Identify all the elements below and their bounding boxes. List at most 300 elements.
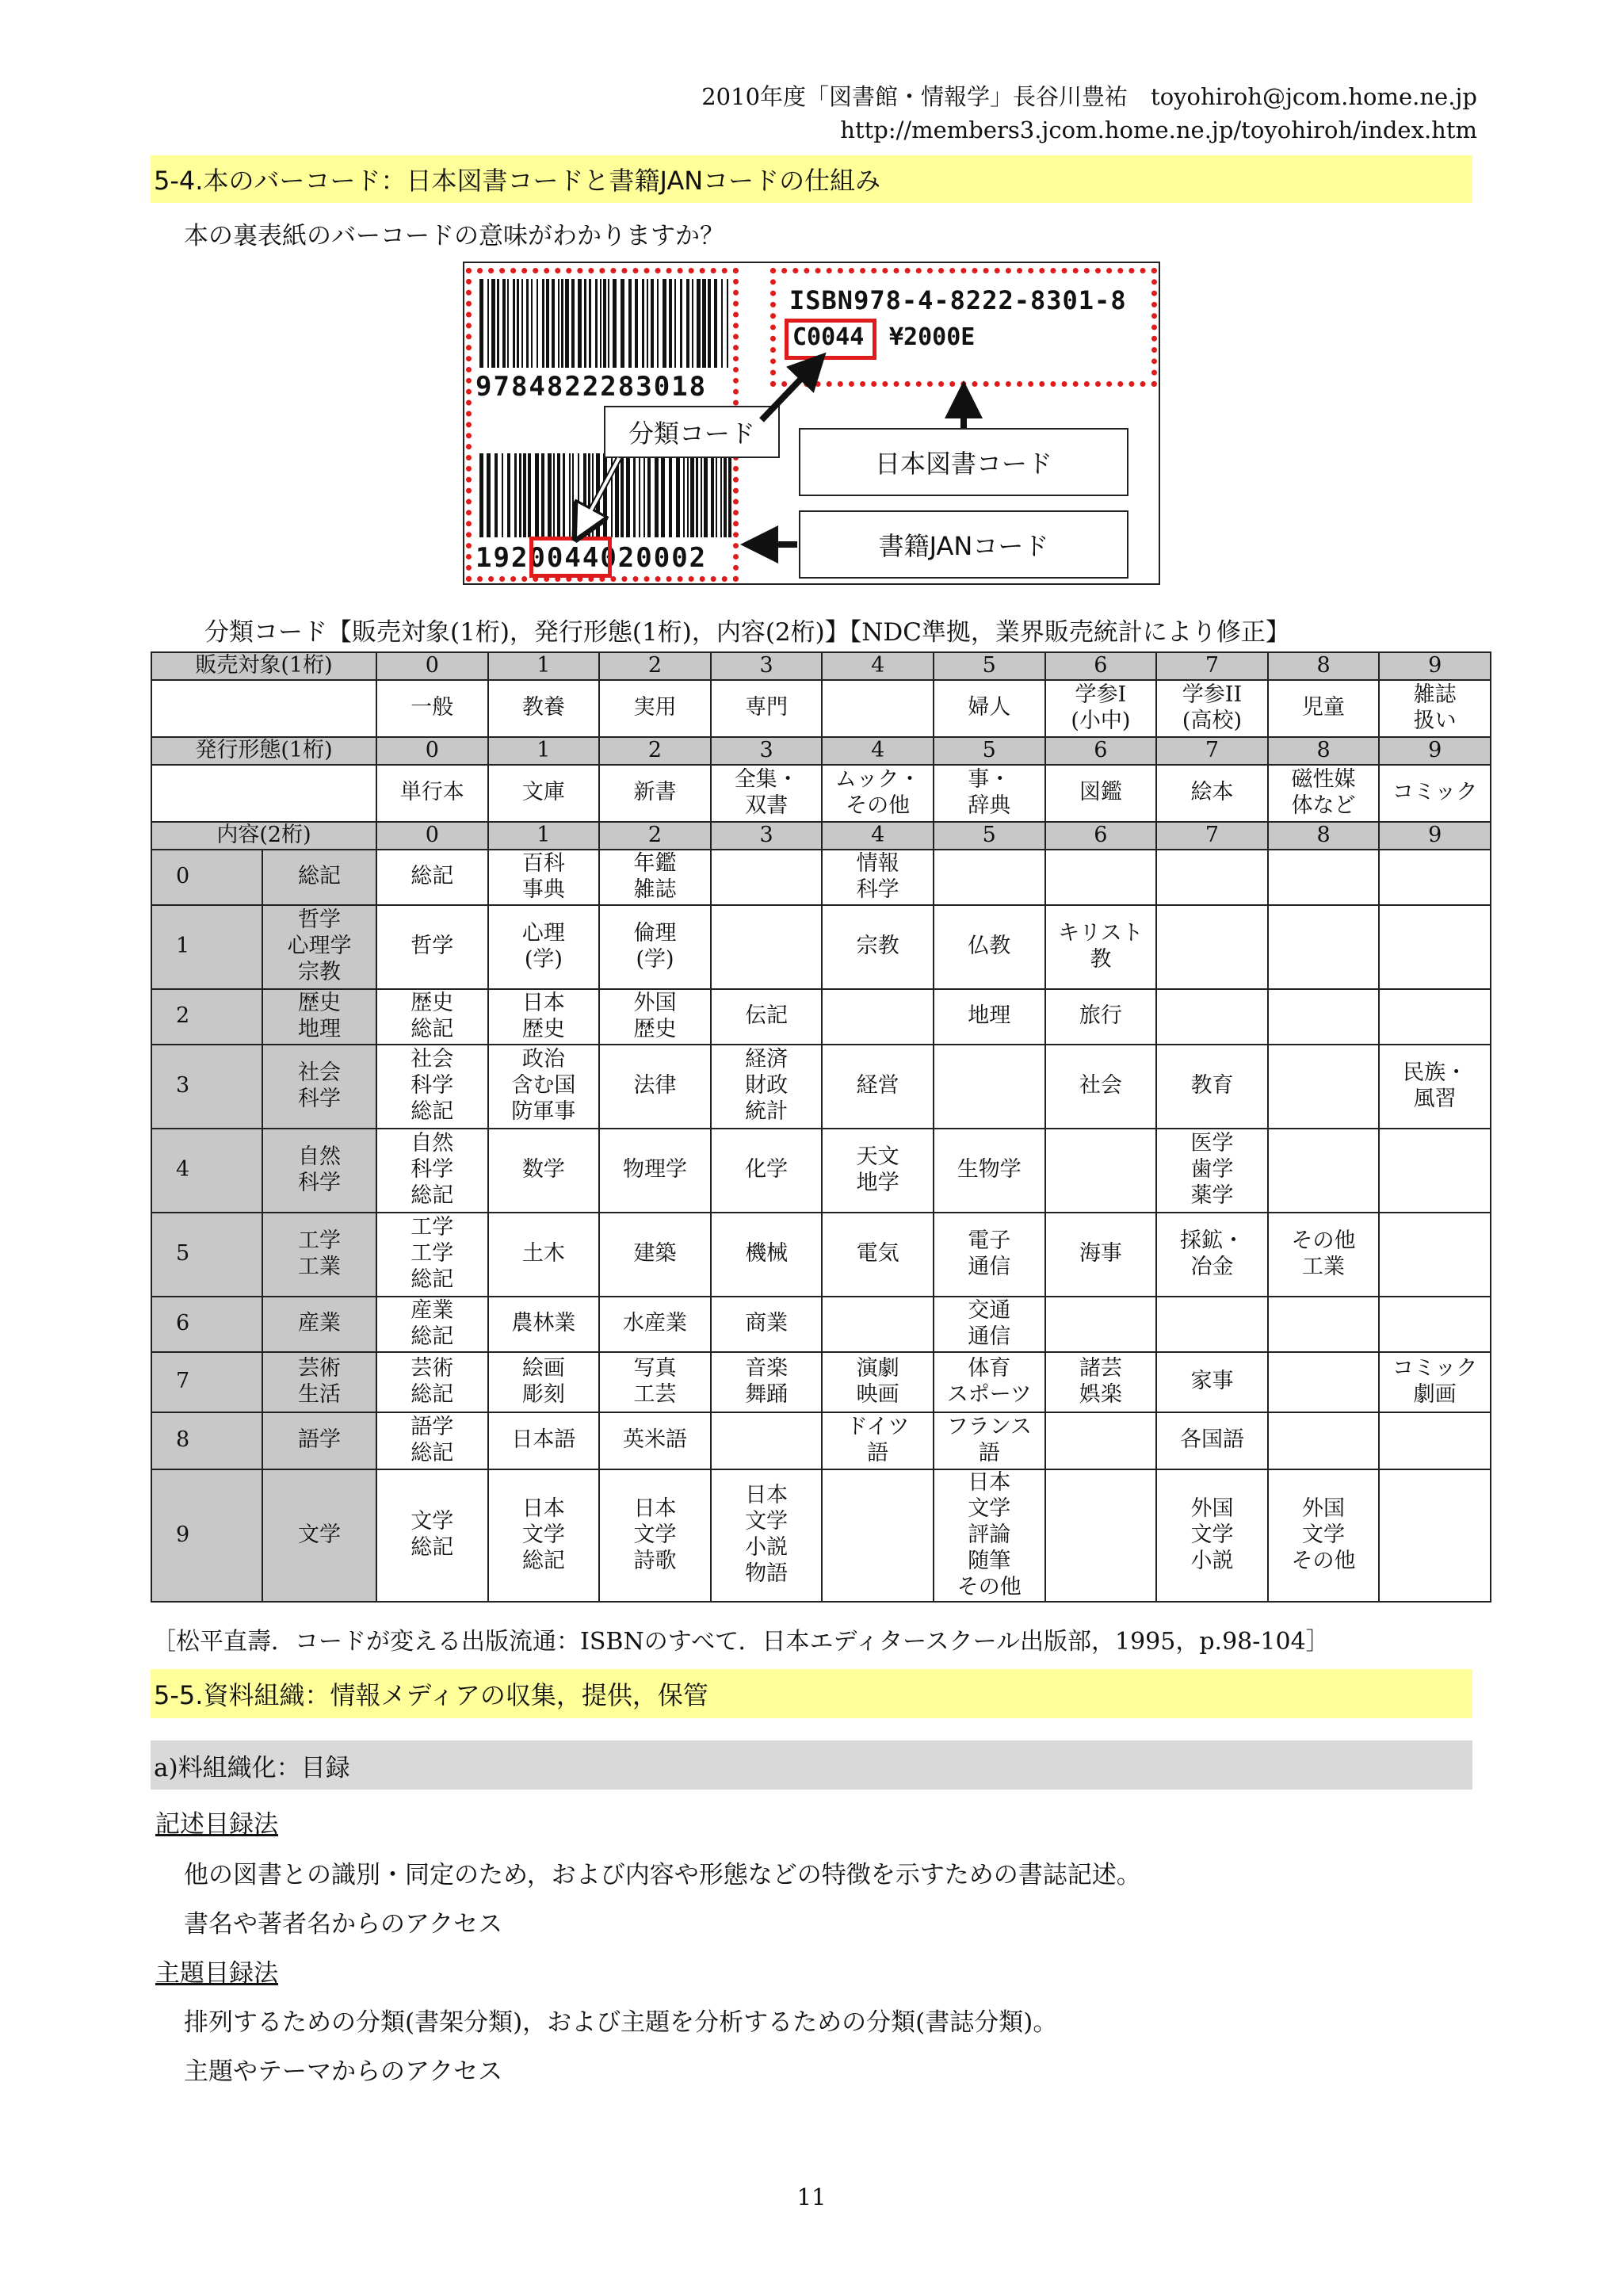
cell-text: 絵本 [1190, 780, 1234, 805]
table-cell [711, 1045, 823, 1129]
classification-caption: 分類コード【販売対象(1桁)，発行形態(1桁)，内容(2桁)】【NDC準拠，業界販売統計により修正】 [204, 618, 1290, 647]
table-cell [376, 989, 488, 1045]
cell-text: 工学 工学 総記 [411, 1215, 454, 1293]
cell-text: 物理学 [622, 1157, 687, 1182]
cell-text: 年鑑 雑誌 [633, 850, 677, 902]
table-cell [1045, 765, 1157, 822]
table-cell [1156, 905, 1268, 989]
table-digit-header [1268, 737, 1380, 765]
label-classification-code: 分類コード [604, 406, 780, 458]
cell-text: 情報 科学 [856, 850, 899, 902]
table-digit-header [711, 822, 823, 850]
cell-text: 7 [1205, 822, 1220, 847]
cell-text: 単行本 [399, 780, 464, 805]
cell-text: 0 [425, 822, 439, 847]
table-cell [711, 1352, 823, 1412]
barcode-2-prefix: 192 [475, 542, 529, 574]
cell-text: 図鑑 [1079, 780, 1122, 805]
table-cell [1156, 1412, 1268, 1469]
table-cell [934, 1469, 1045, 1602]
table-cell [1268, 989, 1380, 1045]
cell-text: 機械 [745, 1241, 789, 1266]
table-cell [1045, 1129, 1157, 1213]
cell-text: 実用 [633, 695, 677, 720]
table-cell [1045, 680, 1157, 737]
table-cell [488, 1412, 600, 1469]
table-digit-header [1379, 737, 1491, 765]
cell-text: 家事 [1190, 1369, 1234, 1394]
cell-text: 哲学 心理学 宗教 [287, 907, 352, 985]
cell-text: 伝記 [745, 1003, 789, 1029]
table-digit-header [376, 652, 488, 680]
table-digit-header [488, 652, 600, 680]
cell-text: 工学 工業 [298, 1228, 341, 1279]
table-cell [1379, 1469, 1491, 1602]
table-cell [599, 1412, 711, 1469]
table-cell [1156, 765, 1268, 822]
table-cell [376, 850, 488, 905]
table-cell [1379, 1213, 1491, 1297]
content-name [262, 1129, 376, 1213]
content-row [151, 1129, 1491, 1213]
table-cell [1268, 1469, 1380, 1602]
cell-text: 教養 [521, 695, 565, 720]
table-cell [711, 680, 823, 737]
cell-text: 水産業 [622, 1311, 687, 1336]
table-cell [934, 1297, 1045, 1352]
content-code [151, 1352, 262, 1412]
table-cell [1379, 850, 1491, 905]
cell-text: 歴史 総記 [411, 990, 454, 1041]
content-header-row [151, 822, 1491, 850]
cell-text: 音楽 舞踊 [745, 1355, 789, 1407]
table-digit-header [599, 737, 711, 765]
cell-text: 百科 事典 [521, 850, 565, 902]
cell-text: 自然 科学 総記 [411, 1131, 454, 1209]
table-cell [1379, 1352, 1491, 1412]
table-cell [822, 1297, 934, 1352]
table-cell [1045, 989, 1157, 1045]
cell-text: 7 [176, 1369, 190, 1394]
cell-text: 3 [759, 653, 773, 678]
cell-text: 9 [1428, 822, 1442, 847]
table-cell [488, 765, 600, 822]
cell-text: 4 [871, 822, 885, 847]
cell-text: 9 [1428, 737, 1442, 762]
table-digit-header [1379, 652, 1491, 680]
cell-text: 5 [982, 653, 996, 678]
table-blank-cell [151, 680, 376, 737]
table-digit-header [1156, 822, 1268, 850]
table-cell [822, 1045, 934, 1129]
cell-text: 7 [1205, 653, 1220, 678]
page-number: 11 [796, 2183, 827, 2210]
cell-text: 日本 文学 小説 物語 [745, 1483, 789, 1587]
table-header-label [151, 822, 376, 850]
table-digit-header [822, 737, 934, 765]
cell-text: 1 [176, 934, 190, 959]
table-cell [1268, 765, 1380, 822]
table-cell [1045, 1045, 1157, 1129]
table-cell [1156, 989, 1268, 1045]
cell-text: 文学 [298, 1522, 341, 1547]
content-row [151, 1352, 1491, 1412]
cell-text: 各国語 [1179, 1427, 1244, 1453]
table-cell [1156, 1129, 1268, 1213]
content-row [151, 1412, 1491, 1469]
cell-text: 経営 [856, 1073, 899, 1098]
table-cell [1268, 905, 1380, 989]
table-cell [1379, 905, 1491, 989]
table-cell [1045, 1412, 1157, 1469]
content-code [151, 1412, 262, 1469]
table-cell [488, 1129, 600, 1213]
cell-text: 2 [647, 737, 663, 762]
paragraph-3: 排列するための分類(書架分類)，および主題を分析するための分類(書誌分類)。 [184, 2008, 1058, 2037]
barcode-2-class-digits: 0044 [529, 542, 601, 574]
cell-text: 日本 歴史 [521, 990, 565, 1041]
table-cell [1156, 1045, 1268, 1129]
cell-text: 宗教 [856, 934, 899, 959]
cell-text: 1 [537, 653, 551, 678]
cell-text: 哲学 [411, 934, 454, 959]
table-cell [488, 905, 600, 989]
cell-text: 5 [982, 822, 996, 847]
table-cell [711, 989, 823, 1045]
table-cell [599, 905, 711, 989]
cell-text: 総記 [411, 864, 454, 889]
classification-table [151, 651, 1491, 1603]
content-row [151, 989, 1491, 1045]
cell-text: 4 [871, 737, 885, 762]
table-cell [1268, 680, 1380, 737]
cell-text: 磁性媒 体など [1291, 766, 1356, 818]
section-5-5-title: 5-5.資料組織：情報メディアの収集，提供，保管 [151, 1669, 1472, 1718]
sales-target-row [151, 680, 1491, 737]
cell-text: 農林業 [511, 1311, 576, 1336]
table-cell [1268, 1412, 1380, 1469]
cell-text: 新書 [633, 780, 677, 805]
table-cell [1045, 1352, 1157, 1412]
cell-text: 旅行 [1079, 1003, 1122, 1029]
table-digit-header [1045, 737, 1157, 765]
cell-text: 婦人 [968, 695, 1011, 720]
table-blank-cell [151, 765, 376, 822]
cell-text: 体育 スポーツ [946, 1355, 1032, 1407]
table-cell [376, 1045, 488, 1129]
content-code [151, 1213, 262, 1297]
table-digit-header [1156, 652, 1268, 680]
cell-text: キリスト 教 [1058, 920, 1144, 972]
header-line-1: 2010年度「図書館・情報学」長谷川豊祐 toyohiroh@jcom.home.ne.jp [701, 83, 1477, 110]
cell-text: 全集・ 双書 [734, 766, 799, 818]
cell-text: 9 [176, 1522, 190, 1547]
cell-text: 6 [1094, 737, 1108, 762]
table-digit-header [711, 737, 823, 765]
table-cell [488, 1045, 600, 1129]
content-name [262, 1213, 376, 1297]
barcode-question: 本の裏表紙のバーコードの意味がわかりますか？ [184, 222, 724, 250]
cell-text: 日本 文学 総記 [521, 1496, 565, 1573]
cell-text: 2 [176, 1003, 190, 1029]
content-name [262, 905, 376, 989]
cell-text: 7 [1205, 737, 1220, 762]
cell-text: 外国 歴史 [633, 990, 677, 1041]
cell-text: 8 [1316, 653, 1331, 678]
cell-text: ムック・ その他 [834, 766, 921, 818]
table-cell [376, 1352, 488, 1412]
cell-text: 2 [647, 653, 663, 678]
content-name [262, 1045, 376, 1129]
form-header-row [151, 737, 1491, 765]
cell-text: 外国 文学 その他 [1291, 1496, 1356, 1573]
table-cell [934, 850, 1045, 905]
table-cell [1156, 1213, 1268, 1297]
subsection-a: a)料組織化：目録 [151, 1740, 1472, 1790]
content-row [151, 1469, 1491, 1602]
table-cell [488, 1213, 600, 1297]
table-cell [822, 1213, 934, 1297]
table-cell [934, 1045, 1045, 1129]
table-cell [488, 1352, 600, 1412]
content-code [151, 1297, 262, 1352]
table-header-label [151, 652, 376, 680]
table-digit-header [376, 737, 488, 765]
table-cell [1379, 1129, 1491, 1213]
table-cell [934, 765, 1045, 822]
table-cell [711, 1213, 823, 1297]
cell-text: フランス 語 [946, 1414, 1032, 1465]
table-cell [1379, 765, 1491, 822]
table-cell [599, 680, 711, 737]
content-code [151, 989, 262, 1045]
label-japan-book-code: 日本図書コード [799, 428, 1128, 496]
table-digit-header [1268, 652, 1380, 680]
barcode-1-digits: 9784822283018 [475, 371, 708, 403]
table-cell [1379, 1412, 1491, 1469]
table-cell [1268, 850, 1380, 905]
cell-text: 交通 通信 [968, 1297, 1011, 1349]
table-cell [934, 989, 1045, 1045]
table-cell [822, 1412, 934, 1469]
isbn-text: ISBN978-4-8222-8301-8 [789, 285, 1127, 315]
cell-text: 日本語 [511, 1427, 576, 1453]
content-row [151, 1297, 1491, 1352]
cell-text: 芸術 総記 [411, 1355, 454, 1407]
cell-text: 4 [176, 1157, 190, 1182]
table-cell [599, 989, 711, 1045]
paragraph-2: 書名や著者名からのアクセス [184, 1910, 503, 1939]
content-name [262, 850, 376, 905]
table-cell [711, 1412, 823, 1469]
cell-text: 政治 含む国 防軍事 [511, 1047, 576, 1125]
table-cell [376, 765, 488, 822]
table-cell [934, 1129, 1045, 1213]
cell-text: 0 [176, 864, 190, 889]
content-row [151, 905, 1491, 989]
table-cell [599, 1129, 711, 1213]
content-name [262, 1469, 376, 1602]
cell-text: 8 [1316, 737, 1331, 762]
table-cell [822, 1352, 934, 1412]
citation: ［松平直壽．コードが変える出版流通：ISBNのすべて．日本エディタースクール出版部，1995，p.98-104］ [152, 1628, 1330, 1656]
cell-text: 芸術 生活 [298, 1355, 341, 1407]
cell-text: 文学 総記 [411, 1509, 454, 1561]
arrow-to-c-code [762, 366, 813, 420]
heading-descriptive-cataloging: 記述目録法 [155, 1810, 278, 1839]
table-cell [822, 1469, 934, 1602]
cell-text: 0 [425, 653, 439, 678]
cell-text: 児童 [1302, 695, 1346, 720]
table-digit-header [822, 822, 934, 850]
cell-text: 2 [647, 822, 663, 847]
cell-text: 歴史 地理 [298, 990, 341, 1041]
table-cell [376, 1213, 488, 1297]
table-cell [822, 850, 934, 905]
table-cell [1045, 905, 1157, 989]
cell-text: ドイツ 語 [846, 1414, 910, 1465]
table-cell [1045, 1297, 1157, 1352]
table-cell [488, 989, 600, 1045]
table-cell [488, 680, 600, 737]
table-digit-header [1379, 822, 1491, 850]
paragraph-4: 主題やテーマからのアクセス [184, 2057, 503, 2086]
table-cell [822, 680, 934, 737]
cell-text: 地理 [968, 1003, 1011, 1029]
cell-text: 商業 [745, 1311, 789, 1336]
cell-text: 社会 [1079, 1073, 1122, 1098]
table-cell [1268, 1213, 1380, 1297]
table-digit-header [599, 652, 711, 680]
table-cell [934, 905, 1045, 989]
content-code [151, 905, 262, 989]
table-digit-header [934, 652, 1045, 680]
content-name [262, 1412, 376, 1469]
cell-text: 雑誌 扱い [1413, 682, 1457, 733]
cell-text: 3 [759, 822, 773, 847]
content-row [151, 1213, 1491, 1297]
table-cell [599, 1469, 711, 1602]
table-cell [711, 1129, 823, 1213]
table-cell [822, 1129, 934, 1213]
table-cell [376, 1129, 488, 1213]
cell-text: 語学 [298, 1427, 341, 1453]
cell-text: 発行形態(1桁) [195, 737, 333, 762]
price-text: ¥2000E [889, 323, 976, 351]
content-code [151, 1469, 262, 1602]
cell-text: 学参II (高校) [1182, 682, 1243, 733]
c-code-text: C0044 [792, 323, 865, 351]
label-book-jan-code: 書籍JANコード [799, 510, 1128, 579]
content-name [262, 1352, 376, 1412]
cell-text: 6 [176, 1311, 190, 1336]
table-cell [711, 765, 823, 822]
table-digit-header [1045, 822, 1157, 850]
table-cell [488, 1297, 600, 1352]
cell-text: 産業 [298, 1311, 341, 1336]
table-cell [711, 1297, 823, 1352]
cell-text: 産業 総記 [411, 1297, 454, 1349]
cell-text: 法律 [633, 1073, 677, 1098]
cell-text: 数学 [521, 1157, 565, 1182]
table-digit-header [711, 652, 823, 680]
cell-text: 事・ 辞典 [968, 766, 1011, 818]
table-cell [599, 1045, 711, 1129]
cell-text: 4 [871, 653, 885, 678]
table-cell [934, 1213, 1045, 1297]
cell-text: コミック 劇画 [1392, 1355, 1478, 1407]
cell-text: 3 [759, 737, 773, 762]
table-cell [1156, 1297, 1268, 1352]
table-cell [711, 905, 823, 989]
cell-text: 6 [1094, 822, 1108, 847]
cell-text: 電子 通信 [968, 1228, 1011, 1279]
cell-text: 海事 [1079, 1241, 1122, 1266]
cell-text: 生物学 [957, 1157, 1022, 1182]
table-digit-header [1268, 822, 1380, 850]
table-digit-header [1156, 737, 1268, 765]
content-name [262, 1297, 376, 1352]
table-cell [1268, 1045, 1380, 1129]
barcode-figure [463, 262, 1160, 585]
table-cell [1379, 1045, 1491, 1129]
table-digit-header [376, 822, 488, 850]
table-cell [934, 1412, 1045, 1469]
cell-text: 日本 文学 評論 随筆 その他 [957, 1469, 1022, 1599]
cell-text: 民族・ 風習 [1403, 1060, 1468, 1111]
table-digit-header [488, 737, 600, 765]
cell-text: 内容(2桁) [216, 822, 311, 847]
cell-text: 土木 [521, 1241, 565, 1266]
content-row [151, 1045, 1491, 1129]
table-cell [376, 680, 488, 737]
table-cell [1156, 1352, 1268, 1412]
table-cell [934, 680, 1045, 737]
section-5-4-title: 5-4.本のバーコード：日本図書コードと書籍JANコードの仕組み [151, 155, 1472, 203]
cell-text: 絵画 彫刻 [521, 1355, 565, 1407]
cell-text: 6 [1094, 653, 1108, 678]
table-cell [488, 850, 600, 905]
table-cell [599, 1213, 711, 1297]
form-row [151, 765, 1491, 822]
cell-text: 1 [537, 737, 551, 762]
table-cell [822, 905, 934, 989]
cell-text: 演劇 映画 [856, 1355, 899, 1407]
cell-text: 一般 [411, 695, 454, 720]
cell-text: 諸芸 娯楽 [1079, 1355, 1122, 1407]
table-digit-header [934, 822, 1045, 850]
cell-text: その他 工業 [1291, 1228, 1356, 1279]
cell-text: 5 [176, 1241, 190, 1266]
table-cell [822, 765, 934, 822]
cell-text: 英米語 [622, 1427, 687, 1453]
heading-subject-cataloging: 主題目録法 [155, 1959, 278, 1988]
cell-text: 日本 文学 詩歌 [633, 1496, 677, 1573]
content-code [151, 1045, 262, 1129]
table-cell [1268, 1129, 1380, 1213]
cell-text: 心理 (学) [521, 920, 565, 972]
cell-text: 天文 地学 [856, 1144, 899, 1195]
cell-text: 3 [176, 1073, 190, 1098]
cell-text: 建築 [633, 1241, 677, 1266]
table-digit-header [822, 652, 934, 680]
table-cell [1045, 850, 1157, 905]
cell-text: 語学 総記 [411, 1414, 454, 1465]
barcode-2-suffix: 020002 [600, 542, 708, 574]
content-row [151, 850, 1491, 905]
content-code [151, 1129, 262, 1213]
table-cell [599, 850, 711, 905]
